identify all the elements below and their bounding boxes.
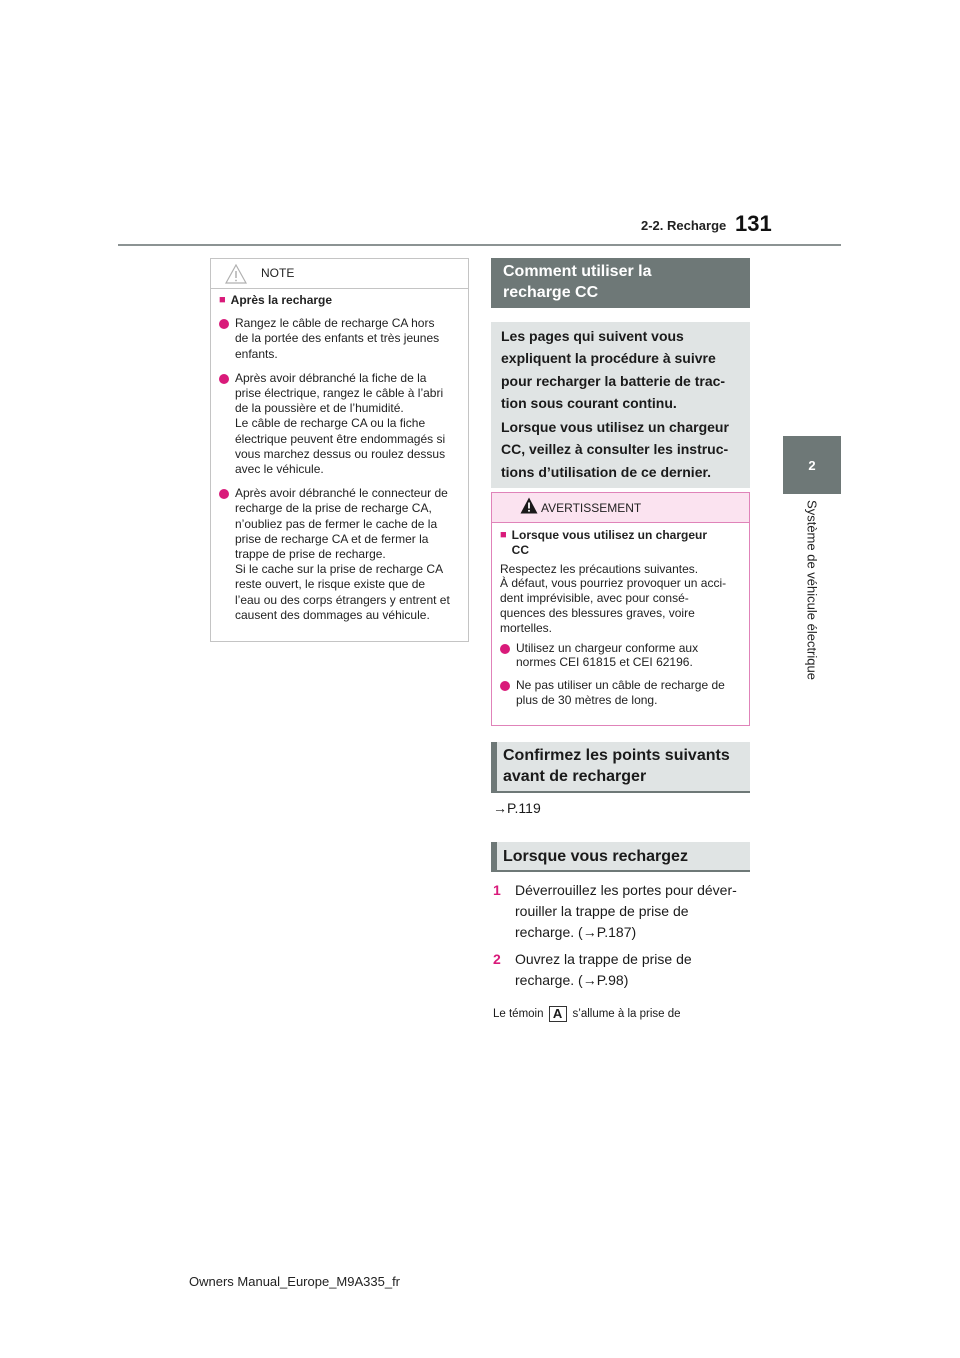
note-bullet-text: Rangez le câble de recharge CA hors de la portée des enfants et très jeunes enfants. <box>235 316 440 361</box>
circle-bullet-icon <box>219 489 229 499</box>
square-bullet-icon: ■ <box>219 294 226 306</box>
page-reference-link[interactable]: →P.119 <box>493 800 541 816</box>
warning-bullet-text: Ne pas utiliser un câble de recharge de plus de 30 mètres de long. <box>516 678 725 707</box>
step-number: 2 <box>493 951 501 967</box>
square-bullet-icon: ■ <box>500 529 507 541</box>
warning-heading <box>500 528 741 558</box>
chapter-title: Système de véhicule électrique <box>804 500 820 680</box>
list-item <box>219 371 460 477</box>
note-header <box>211 259 468 289</box>
chapter-tab: 2 <box>783 436 841 494</box>
page-number: 131 <box>735 211 772 236</box>
warning-text: Respectez les précautions suivantes. À défaut, vous pourriez provoquer un acci- dent imprévisible, avec pour consé- quences des blessures graves, voire mortelles. <box>500 561 727 635</box>
note-box <box>210 258 469 642</box>
circle-bullet-icon <box>500 644 510 654</box>
list-item <box>500 641 741 671</box>
step-text: Ouvrez la trappe de prise de recharge. (→P.98) <box>515 951 692 988</box>
indicator-text-after: s’allume à la prise de <box>572 1008 681 1020</box>
note-heading-text: Après la recharge <box>230 293 333 307</box>
list-item <box>219 316 460 362</box>
note-title: NOTE <box>261 266 295 280</box>
warning-title: AVERTISSEMENT <box>541 501 642 515</box>
intro-paragraph: Les pages qui suivent vous expliquent la procédure à suivre pour recharger la batterie de trac- tion sous courant continu. <box>501 328 726 411</box>
circle-bullet-icon <box>500 681 510 691</box>
warning-bullet-text: Utilisez un chargeur conforme aux normes CEI 61815 et CEI 62196. <box>516 640 699 670</box>
header-rule <box>118 244 841 246</box>
note-bullet-text: Après avoir débranché la fiche de la prise électrique, rangez le câble à l’abri de la poussière et de l’humidité. Le câble de recharge CA ou la fiche électrique peuvent être endommagés si vous marchez dessus ou roulez dessus avec le véhicule. <box>235 370 446 477</box>
circle-bullet-icon <box>219 374 229 384</box>
intro-paragraph: Lorsque vous utilisez un chargeur CC, veillez à consulter les instruc- tions d’utilisation de ce dernier. <box>501 419 729 480</box>
intro-box <box>491 322 750 488</box>
step-number: 1 <box>493 882 501 898</box>
footer-label: Owners Manual_Europe_M9A335_fr <box>189 1274 401 1289</box>
note-heading <box>219 293 460 308</box>
charging-heading: Lorsque vous rechargez <box>491 842 750 872</box>
warning-heading-text: Lorsque vous utilisez un chargeur CC <box>511 528 708 557</box>
warning-box <box>491 492 750 726</box>
circle-bullet-icon <box>219 319 229 329</box>
caution-icon <box>225 264 247 284</box>
section-label: 2-2. Recharge <box>641 218 727 233</box>
step-item <box>493 880 737 943</box>
indicator-text-before: Le témoin <box>493 1008 544 1020</box>
confirm-heading: Confirmez les points suivants avant de recharger <box>491 742 750 793</box>
step-text: Déverrouillez les portes pour déver- rouiller la trappe de prise de recharge. (→P.187) <box>515 882 737 940</box>
note-bullet-text: Après avoir débranché le connecteur de recharge de la prise de recharge CA, n’oubliez pas de fermer le cache de la prise de recharge CA et de fermer la trappe de prise de recharge. Si le cache sur la prise de recharge CA reste ouvert, le risque existe que de l’eau ou des corps étrangers y entrent et causent des dommages au véhicule. <box>235 486 450 622</box>
list-item <box>500 678 741 708</box>
warning-header <box>492 493 749 523</box>
warning-icon <box>520 497 538 514</box>
main-heading: Comment utiliser la recharge CC <box>491 258 750 308</box>
indicator-line <box>493 1006 681 1022</box>
callout-badge-a: A <box>549 1006 567 1022</box>
step-item <box>493 949 692 991</box>
list-item <box>219 486 460 623</box>
